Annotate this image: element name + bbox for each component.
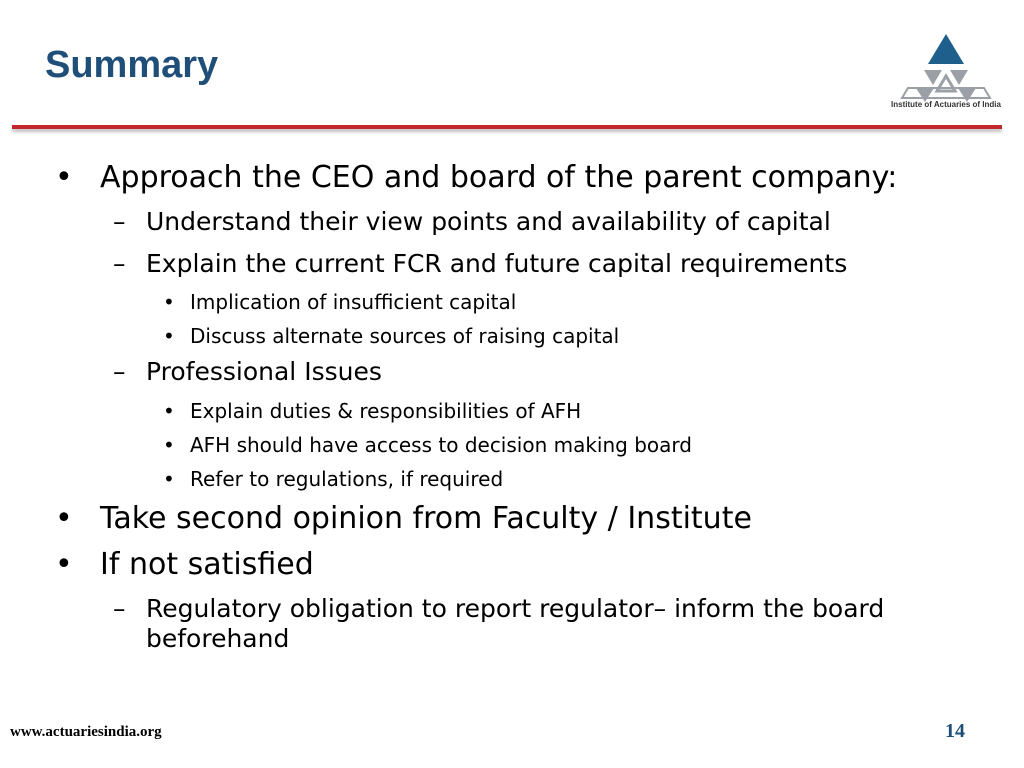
bullet-text: Take second opinion from Faculty / Institute <box>100 501 752 536</box>
logo-right-triangle <box>950 70 968 85</box>
slide-title: Summary <box>45 44 219 86</box>
footer-url: www.actuariesindia.org <box>10 724 162 740</box>
sub-bullet-text: Explain the current FCR and future capital requirements <box>146 249 848 278</box>
item-text: Explain duties & responsibilities of AFH <box>190 399 582 423</box>
sub-bullet-text: Regulatory obligation to report regulator– inform the board beforehand <box>146 594 885 653</box>
bullet-marker: • <box>163 399 175 423</box>
bullet-marker: • <box>55 160 73 195</box>
bullet-marker: • <box>163 433 175 457</box>
logo-top-triangle <box>928 34 964 64</box>
dash-marker: – <box>113 207 126 236</box>
logo-left-triangle <box>924 70 942 85</box>
bullet-marker: • <box>163 324 175 348</box>
item-text: Refer to regulations, if required <box>190 467 504 491</box>
bullet-marker: • <box>55 547 73 582</box>
bullet-text: Approach the CEO and board of the parent company: <box>100 160 898 195</box>
item-text: Implication of insufficient capital <box>190 290 517 314</box>
dash-marker: – <box>113 594 126 623</box>
dash-marker: – <box>113 357 126 386</box>
bullet-marker: • <box>163 467 175 491</box>
bullet-marker: • <box>55 501 73 536</box>
item-text: Discuss alternate sources of raising capital <box>190 324 620 348</box>
title-divider <box>12 125 1002 129</box>
sub-bullet-text: Understand their view points and availability of capital <box>146 207 831 236</box>
page-number: 14 <box>945 720 965 742</box>
bullet-marker: • <box>163 290 175 314</box>
item-text: AFH should have access to decision making board <box>190 433 692 457</box>
bullet-text: If not satisfied <box>100 547 314 582</box>
sub-bullet-text: Professional Issues <box>146 357 382 386</box>
logo-caption: Institute of Actuaries of India <box>891 100 1001 109</box>
dash-marker: – <box>113 249 126 278</box>
